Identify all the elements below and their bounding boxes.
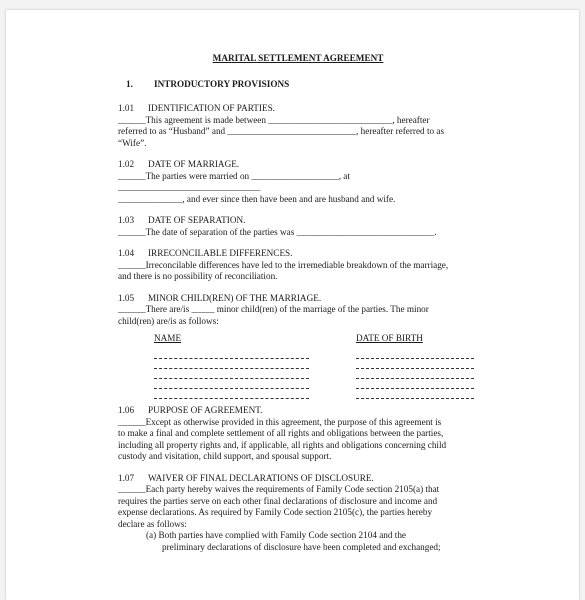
dob-column-header: DATE OF BIRTH [356,333,423,343]
section-title: PURPOSE OF AGREEMENT. [148,405,263,415]
dob-blank-line [356,389,474,399]
section-text-line: to make a final and complete settlement of all rights and obligations between the parties, [118,428,444,438]
section-number: 1.04 [118,248,135,258]
name-blank-line [154,389,309,399]
section-text-line: child(ren) are/is as follows: [118,315,219,326]
section-1-05 [118,293,478,396]
name-column [154,333,309,399]
document-body [118,53,478,563]
name-blank-line [154,349,309,359]
dob-blank-line [356,379,474,389]
document-page [6,10,579,600]
section-text-line: declare as follows: [118,518,187,529]
section-title: DATE OF SEPARATION. [148,215,246,225]
name-blank-line [154,359,309,369]
section-1-03 [118,215,478,238]
section-text-line: ______Irreconcilable differences have led to the irremediable breakdown of the marriage, [118,259,449,270]
section-heading [118,293,478,305]
section-title: IRRECONCILABLE DIFFERENCES. [148,248,293,258]
dob-blank-line [356,359,474,369]
section-number: 1.05 [118,292,135,303]
dob-blank-line [356,349,474,359]
section-1-07 [118,473,478,554]
section-text-line: _______________________________ [118,182,261,192]
section-title: WAIVER OF FINAL DECLARATIONS OF DISCLOSURE. [148,472,374,483]
section-text-line: including all property rights and, if applicable, all rights and obligations concerning child [118,439,447,450]
section-text-line: ______The date of separation of the parties was ______________________________. [118,226,437,237]
section-1-04 [118,248,478,283]
section-text-line: ______Except as otherwise provided in this agreement, the purpose of this agreement is [118,416,442,427]
section-number: 1.07 [118,472,135,483]
section-title: MINOR CHILD(REN) OF THE MARRIAGE. [148,292,322,303]
section-heading [118,159,478,171]
dob-column [356,333,474,399]
section-text-line: ______Each party hereby waives the requirements of Family Code section 2105(a) that [118,484,440,494]
article-title: INTRODUCTORY PROVISIONS [154,78,290,89]
section-text-line: and there is no possibility of reconciliation. [118,271,278,281]
section-1-02 [118,159,478,205]
section-number: 1.02 [118,159,135,169]
section-number: 1.03 [118,215,135,225]
article-number: 1. [126,78,133,89]
dob-blank-line [356,369,474,379]
section-heading [118,405,478,417]
children-table [118,333,478,395]
section-heading [118,215,478,227]
section-title: DATE OF MARRIAGE. [148,159,240,169]
section-text-line: “Wife”. [118,137,147,148]
section-heading [118,248,478,260]
section-text-line: custody and visitation, child support, and spousal support. [118,451,332,461]
section-text-line: ______The parties were married on ___________________, at [118,170,350,181]
section-heading [118,103,478,115]
name-column-header: NAME [154,333,182,343]
section-number: 1.01 [118,103,135,113]
article-heading [126,79,478,91]
document-title: MARITAL SETTLEMENT AGREEMENT [212,53,384,63]
name-blank-line [154,369,309,379]
section-text-line: ______This agreement is made between ___________________________, hereafter [118,114,430,125]
section-text-line: referred to as “Husband” and ____________________________, hereafter referred to as [118,126,445,136]
list-item-a-continued: preliminary declarations of disclosure have been completed and exchanged; [162,541,441,552]
section-heading [118,473,478,485]
section-text-line: requires the parties serve on each other final declarations of disclosure and income and [118,495,438,506]
section-number: 1.06 [118,405,135,415]
section-1-06 [118,405,478,463]
name-blank-line [154,379,309,389]
list-item-a: (a) Both parties have complied with Family Code section 2104 and the [146,530,406,540]
section-title: IDENTIFICATION OF PARTIES. [148,103,275,113]
section-text-line: ______There are/is _____ minor child(ren) of the marriage of the parties. The minor [118,304,429,314]
section-1-01 [118,103,478,149]
section-text-line: ______________, and ever since then have been and are husband and wife. [118,193,396,204]
section-text-line: expense declarations. As required by Family Code section 2105(c), the parties hereby [118,507,433,517]
